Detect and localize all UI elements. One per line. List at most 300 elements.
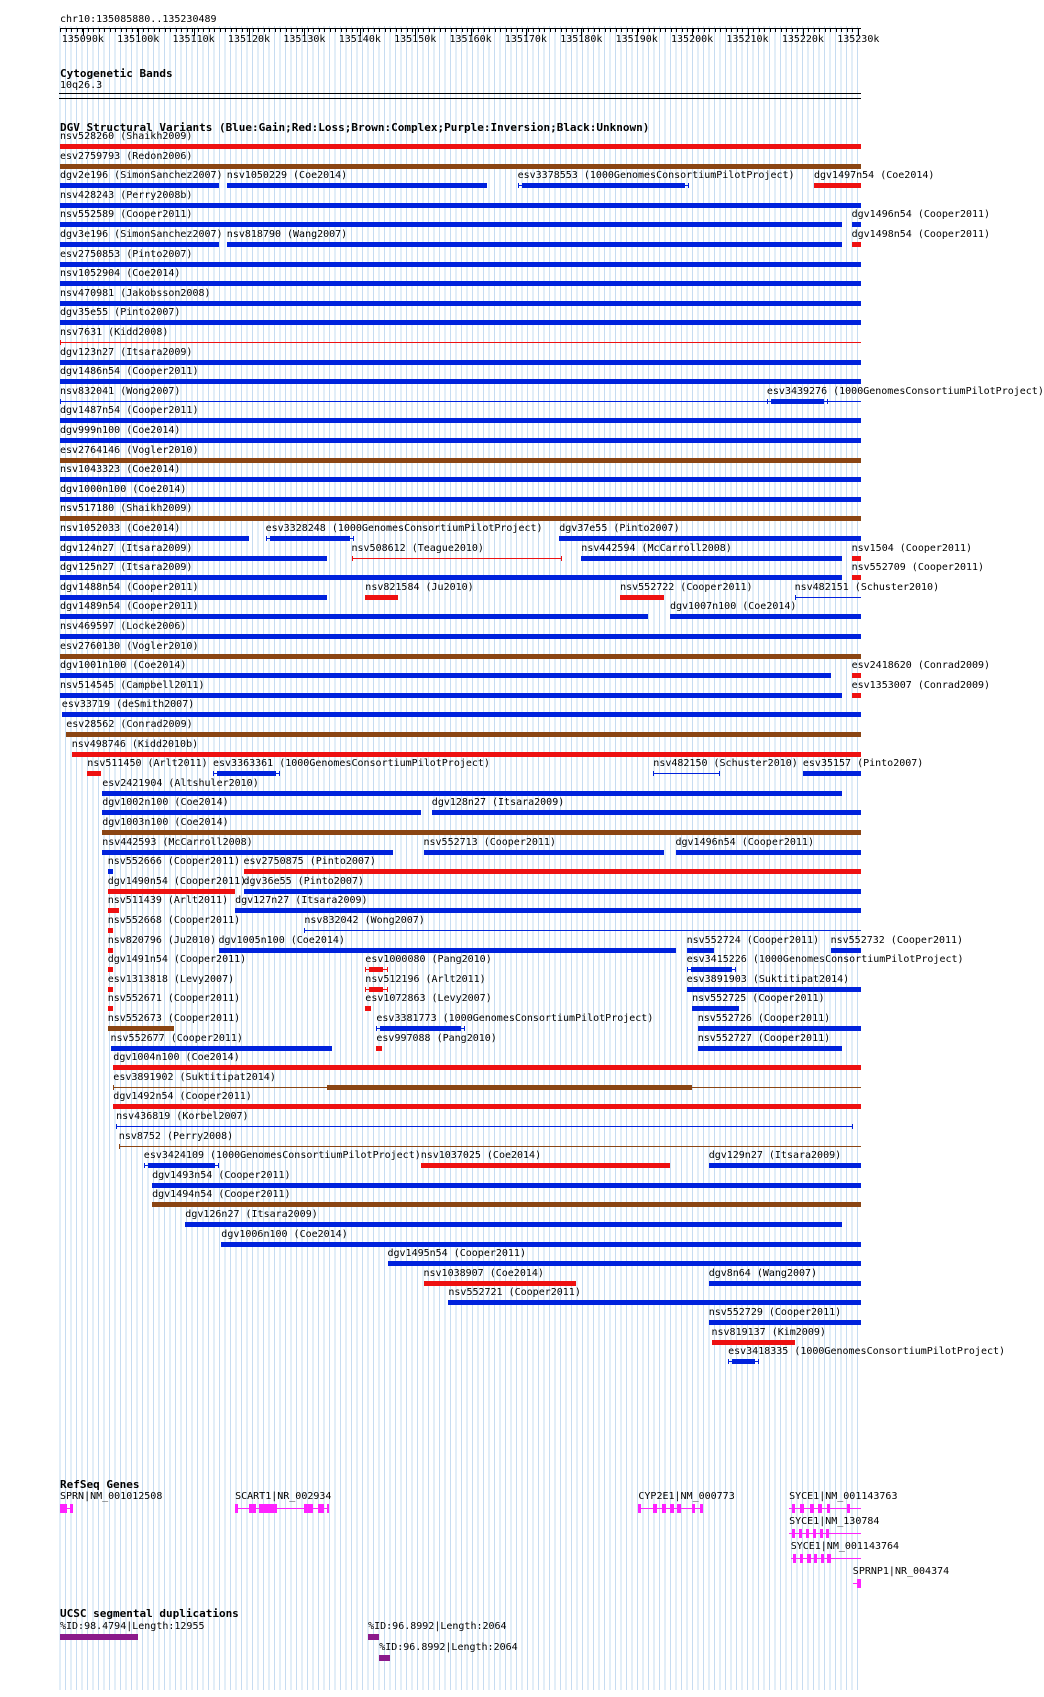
variant-label: esv2421904 (Altshuler2010) bbox=[102, 778, 259, 789]
structural-variant[interactable] bbox=[60, 379, 861, 384]
structural-variant[interactable] bbox=[60, 222, 842, 227]
structural-variant[interactable] bbox=[448, 1300, 861, 1305]
variant-label: nsv552725 (Cooper2011) bbox=[692, 993, 825, 1004]
gene-exon bbox=[304, 1504, 312, 1513]
variant-end-tick bbox=[218, 1163, 219, 1168]
structural-variant[interactable] bbox=[102, 791, 842, 796]
structural-variant[interactable] bbox=[852, 242, 861, 247]
segdup-label: %ID:96.8992|Length:2064 bbox=[368, 1621, 507, 1632]
structural-variant[interactable] bbox=[60, 614, 648, 619]
variant-label: dgv1495n54 (Cooper2011) bbox=[387, 1248, 526, 1259]
structural-variant[interactable] bbox=[852, 575, 861, 580]
structural-variant[interactable] bbox=[60, 401, 861, 402]
variant-label: esv3415226 (1000GenomesConsortiumPilotProject) bbox=[686, 954, 964, 965]
variant-end-tick bbox=[653, 771, 654, 776]
variant-label: esv3418335 (1000GenomesConsortiumPilotProject) bbox=[728, 1346, 1006, 1357]
variant-label: dgv37e55 (Pinto2007) bbox=[559, 523, 680, 534]
gene-exon bbox=[792, 1504, 795, 1513]
gene-label: SPRNP1|NR_004374 bbox=[852, 1566, 950, 1577]
structural-variant[interactable] bbox=[831, 948, 861, 953]
variant-label: dgv2e196 (SimonSanchez2007) bbox=[60, 170, 223, 181]
variant-label: dgv1003n100 (Coe2014) bbox=[102, 817, 229, 828]
structural-variant[interactable] bbox=[687, 948, 715, 953]
structural-variant[interactable] bbox=[60, 595, 327, 600]
variant-label: nsv528260 (Shaikh2009) bbox=[60, 131, 193, 142]
structural-variant[interactable] bbox=[108, 908, 119, 913]
variant-end-tick bbox=[735, 967, 736, 972]
variant-end-tick bbox=[119, 1144, 120, 1149]
variant-label: dgv1005n100 (Coe2014) bbox=[218, 935, 345, 946]
gene-label: SYCE1|NM_001143763 bbox=[789, 1491, 898, 1502]
variant-label: esv2764146 (Vogler2010) bbox=[60, 445, 199, 456]
cytoband-label: 10q26.3 bbox=[60, 80, 103, 91]
gene-exon bbox=[249, 1504, 256, 1513]
ruler-tick-label: 135190k bbox=[615, 34, 658, 45]
structural-variant[interactable] bbox=[119, 1146, 861, 1147]
variant-label: dgv1496n54 (Cooper2011) bbox=[851, 209, 991, 220]
structural-variant[interactable] bbox=[60, 301, 861, 306]
variant-label: nsv442593 (McCarroll2008) bbox=[102, 837, 253, 848]
variant-label: esv2418620 (Conrad2009) bbox=[851, 660, 991, 671]
gene-exon bbox=[318, 1504, 324, 1513]
variant-end-tick bbox=[144, 1163, 145, 1168]
structural-variant[interactable] bbox=[60, 497, 861, 502]
variant-label: esv3381773 (1000GenomesConsortiumPilotProject) bbox=[376, 1013, 654, 1024]
variant-label: nsv552709 (Cooper2011) bbox=[851, 562, 985, 573]
structural-variant[interactable] bbox=[60, 262, 861, 267]
variant-label: dgv36e55 (Pinto2007) bbox=[243, 876, 364, 887]
variant-label: nsv552724 (Cooper2011) bbox=[686, 935, 820, 946]
variant-label: dgv1004n100 (Coe2014) bbox=[113, 1052, 240, 1063]
ruler-tick-label: 135110k bbox=[172, 34, 215, 45]
variant-label: nsv552589 (Cooper2011) bbox=[60, 209, 193, 220]
variant-label: esv1313818 (Levy2007) bbox=[107, 974, 235, 985]
variant-label: nsv8752 (Perry2008) bbox=[118, 1131, 234, 1142]
structural-variant[interactable] bbox=[698, 1026, 861, 1031]
structural-variant[interactable] bbox=[235, 908, 861, 913]
variant-end-tick bbox=[758, 1359, 759, 1364]
variant-end-tick bbox=[116, 1124, 117, 1129]
ruler-tick-label: 135100k bbox=[117, 34, 160, 45]
structural-variant[interactable] bbox=[60, 203, 861, 208]
gene-exon bbox=[677, 1504, 681, 1513]
structural-variant[interactable] bbox=[352, 558, 563, 559]
variant-label: dgv1493n54 (Cooper2011) bbox=[152, 1170, 291, 1181]
variant-label: esv3328248 (1000GenomesConsortiumPilotProject) bbox=[265, 523, 543, 534]
structural-variant[interactable] bbox=[60, 654, 861, 659]
gene-label: SCART1|NR_002934 bbox=[235, 1491, 332, 1502]
variant-end-tick bbox=[688, 183, 689, 188]
structural-variant[interactable] bbox=[376, 1046, 382, 1051]
variant-end-tick bbox=[728, 1359, 729, 1364]
variant-label: nsv1050229 (Coe2014) bbox=[226, 170, 348, 181]
structural-variant[interactable] bbox=[108, 967, 114, 972]
variant-label: nsv1043323 (Coe2014) bbox=[60, 464, 181, 475]
variant-label: dgv999n100 (Coe2014) bbox=[60, 425, 181, 436]
variant-label: esv33719 (deSmith2007) bbox=[61, 699, 195, 710]
structural-variant[interactable] bbox=[60, 320, 861, 325]
variant-label: nsv1038907 (Coe2014) bbox=[423, 1268, 544, 1279]
structural-variant[interactable] bbox=[108, 987, 114, 992]
structural-variant[interactable] bbox=[852, 673, 861, 678]
variant-block bbox=[522, 183, 686, 188]
variant-end-tick bbox=[387, 967, 388, 972]
variant-label: nsv832042 (Wong2007) bbox=[304, 915, 425, 926]
variant-label: nsv428243 (Perry2008b) bbox=[60, 190, 193, 201]
gene-exon bbox=[807, 1554, 810, 1563]
structural-variant[interactable] bbox=[620, 595, 664, 600]
structural-variant[interactable] bbox=[219, 948, 676, 953]
gene-exon bbox=[692, 1504, 695, 1513]
structural-variant[interactable] bbox=[60, 477, 861, 482]
structural-variant[interactable] bbox=[670, 614, 861, 619]
gene-exon bbox=[327, 1504, 330, 1513]
variant-label: nsv517180 (Shaikh2009) bbox=[60, 503, 193, 514]
ruler-tick-label: 135200k bbox=[671, 34, 714, 45]
variant-block bbox=[380, 1026, 461, 1031]
gene-exon bbox=[60, 1504, 67, 1513]
variant-end-tick bbox=[60, 340, 61, 345]
segmental-duplication[interactable] bbox=[60, 1634, 138, 1640]
structural-variant[interactable] bbox=[60, 183, 219, 188]
segdup-label: %ID:96.8992|Length:2064 bbox=[379, 1642, 518, 1653]
structural-variant[interactable] bbox=[60, 342, 861, 343]
track-title-dgv: DGV Structural Variants (Blue:Gain;Red:Loss;Brown:Complex;Purple:Inversion;Black:Unknown) bbox=[60, 121, 650, 134]
variant-end-tick bbox=[518, 183, 519, 188]
structural-variant[interactable] bbox=[365, 595, 398, 600]
variant-label: nsv552732 (Cooper2011) bbox=[830, 935, 964, 946]
variant-label: esv3378553 (1000GenomesConsortiumPilotProject) bbox=[517, 170, 795, 181]
variant-end-tick bbox=[561, 556, 562, 561]
structural-variant[interactable] bbox=[244, 869, 862, 874]
variant-label: esv3439276 (1000GenomesConsortiumPilotProject) bbox=[766, 386, 1044, 397]
segmental-duplication[interactable] bbox=[379, 1655, 390, 1661]
structural-variant[interactable] bbox=[111, 1046, 333, 1051]
variant-label: dgv1490n54 (Cooper2011) bbox=[107, 876, 247, 887]
structural-variant[interactable] bbox=[709, 1320, 861, 1325]
structural-variant[interactable] bbox=[852, 693, 861, 698]
gene-exon bbox=[793, 1554, 796, 1563]
variant-label: nsv482151 (Schuster2010) bbox=[794, 582, 940, 593]
variant-label: dgv3e196 (SimonSanchez2007) bbox=[60, 229, 223, 240]
variant-label: nsv552668 (Cooper2011) bbox=[107, 915, 241, 926]
variant-block bbox=[771, 399, 824, 404]
variant-label: nsv511450 (Arlt2011) bbox=[87, 758, 208, 769]
variant-label: dgv1002n100 (Coe2014) bbox=[102, 797, 229, 808]
variant-end-tick bbox=[387, 987, 388, 992]
gene-exon bbox=[810, 1504, 814, 1513]
variant-label: nsv1504 (Cooper2011) bbox=[851, 543, 973, 554]
variant-label: dgv1006n100 (Coe2014) bbox=[221, 1229, 348, 1240]
structural-variant[interactable] bbox=[432, 810, 861, 815]
ruler-tick-label: 135150k bbox=[394, 34, 437, 45]
track-title-refseq-genes: RefSeq Genes bbox=[60, 1478, 140, 1491]
structural-variant[interactable] bbox=[60, 575, 842, 580]
variant-label: dgv1486n54 (Cooper2011) bbox=[60, 366, 199, 377]
variant-label: nsv514545 (Campbell2011) bbox=[60, 680, 205, 691]
track-title-cytogenetic-bands: Cytogenetic Bands bbox=[60, 67, 173, 80]
structural-variant[interactable] bbox=[709, 1281, 861, 1286]
variant-end-tick bbox=[719, 771, 720, 776]
structural-variant[interactable] bbox=[60, 458, 861, 463]
gene-label: SYCE1|NM_130784 bbox=[789, 1516, 880, 1527]
variant-label: dgv1487n54 (Cooper2011) bbox=[60, 405, 199, 416]
variant-block bbox=[270, 536, 351, 541]
ruler-tick-label: 135230k bbox=[837, 34, 880, 45]
structural-variant[interactable] bbox=[72, 752, 861, 757]
structural-variant[interactable] bbox=[698, 1046, 842, 1051]
structural-variant[interactable] bbox=[108, 889, 235, 894]
variant-label: nsv820796 (Ju2010) bbox=[107, 935, 217, 946]
variant-label: esv1000080 (Pang2010) bbox=[365, 954, 492, 965]
gene-exon bbox=[818, 1504, 822, 1513]
gene-exon bbox=[857, 1579, 861, 1588]
ruler-tick-label: 135160k bbox=[449, 34, 492, 45]
variant-label: dgv123n27 (Itsara2009) bbox=[60, 347, 193, 358]
gene-exon bbox=[826, 1529, 829, 1538]
gene-exon bbox=[799, 1529, 802, 1538]
gene-exon bbox=[235, 1504, 238, 1513]
variant-label: nsv552721 (Cooper2011) bbox=[448, 1287, 581, 1298]
variant-end-tick bbox=[213, 771, 214, 776]
variant-label: nsv1037025 (Coe2014) bbox=[420, 1150, 542, 1161]
structural-variant[interactable] bbox=[581, 556, 841, 561]
ruler-tick-label: 135170k bbox=[504, 34, 547, 45]
variant-end-tick bbox=[376, 1026, 377, 1031]
structural-variant[interactable] bbox=[60, 438, 861, 443]
structural-variant[interactable] bbox=[424, 850, 665, 855]
variant-block bbox=[369, 987, 383, 992]
structural-variant[interactable] bbox=[221, 1242, 861, 1247]
variant-end-tick bbox=[827, 399, 828, 404]
variant-label: dgv1488n54 (Cooper2011) bbox=[60, 582, 199, 593]
structural-variant[interactable] bbox=[62, 712, 861, 717]
variant-label: nsv552677 (Cooper2011) bbox=[110, 1033, 243, 1044]
variant-label: dgv128n27 (Itsara2009) bbox=[431, 797, 565, 808]
variant-label: esv35157 (Pinto2007) bbox=[802, 758, 924, 769]
ruler-tick-label: 135180k bbox=[560, 34, 603, 45]
gene-exon bbox=[806, 1529, 809, 1538]
structural-variant[interactable] bbox=[852, 556, 861, 561]
structural-variant[interactable] bbox=[227, 242, 842, 247]
variant-end-tick bbox=[852, 1124, 853, 1129]
variant-label: esv2760130 (Vogler2010) bbox=[60, 641, 199, 652]
variant-label: nsv832041 (Wong2007) bbox=[60, 386, 181, 397]
variant-label: nsv508612 (Teague2010) bbox=[351, 543, 484, 554]
variant-label: dgv126n27 (Itsara2009) bbox=[185, 1209, 318, 1220]
variant-block bbox=[732, 1359, 755, 1364]
structural-variant[interactable] bbox=[108, 948, 114, 953]
variant-label: dgv1001n100 (Coe2014) bbox=[60, 660, 187, 671]
variant-label: esv1072863 (Levy2007) bbox=[365, 993, 492, 1004]
structural-variant[interactable] bbox=[152, 1183, 861, 1188]
variant-label: dgv1496n54 (Cooper2011) bbox=[675, 837, 814, 848]
structural-variant[interactable] bbox=[852, 222, 861, 227]
structural-variant[interactable] bbox=[424, 1281, 576, 1286]
structural-variant[interactable] bbox=[60, 673, 831, 678]
variant-label: dgv1492n54 (Cooper2011) bbox=[113, 1091, 252, 1102]
variant-label: esv2759793 (Redon2006) bbox=[60, 151, 193, 162]
gene-exon bbox=[700, 1504, 703, 1513]
variant-label: nsv552671 (Cooper2011) bbox=[107, 993, 241, 1004]
variant-label: esv2750875 (Pinto2007) bbox=[243, 856, 376, 867]
structural-variant[interactable] bbox=[692, 1006, 739, 1011]
variant-end-tick bbox=[365, 987, 366, 992]
ruler-tick-label: 135140k bbox=[338, 34, 381, 45]
variant-end-tick bbox=[352, 556, 353, 561]
structural-variant[interactable] bbox=[66, 732, 861, 737]
variant-label: dgv125n27 (Itsara2009) bbox=[60, 562, 193, 573]
gene-exon bbox=[813, 1529, 816, 1538]
structural-variant[interactable] bbox=[814, 183, 861, 188]
structural-variant[interactable] bbox=[60, 693, 842, 698]
variant-label: nsv818790 (Wang2007) bbox=[226, 229, 348, 240]
gene-exon bbox=[662, 1504, 666, 1513]
structural-variant[interactable] bbox=[60, 360, 861, 365]
gene-exon bbox=[792, 1529, 795, 1538]
segdup-label: %ID:98.4794|Length:12955 bbox=[60, 1621, 205, 1632]
variant-end-tick bbox=[304, 928, 305, 933]
variant-block bbox=[691, 967, 733, 972]
variant-label: dgv1491n54 (Cooper2011) bbox=[107, 954, 247, 965]
variant-block bbox=[148, 1163, 215, 1168]
structural-variant[interactable] bbox=[108, 1006, 114, 1011]
variant-label: nsv552729 (Cooper2011) bbox=[708, 1307, 842, 1318]
structural-variant[interactable] bbox=[795, 597, 861, 598]
variant-label: nsv819137 (Kim2009) bbox=[711, 1327, 826, 1338]
gene-exon bbox=[821, 1554, 824, 1563]
gene-exon bbox=[800, 1554, 803, 1563]
variant-block bbox=[327, 1085, 693, 1090]
variant-end-tick bbox=[60, 399, 61, 404]
structural-variant[interactable] bbox=[803, 771, 861, 776]
structural-variant[interactable] bbox=[60, 242, 219, 247]
variant-label: esv3891902 (Suktitipat2014) bbox=[113, 1072, 276, 1083]
variant-label: esv3424109 (1000GenomesConsortiumPilotProject) bbox=[143, 1150, 421, 1161]
variant-label: nsv552722 (Cooper2011) bbox=[620, 582, 753, 593]
gene-exon bbox=[670, 1504, 674, 1513]
structural-variant[interactable] bbox=[709, 1163, 861, 1168]
structural-variant[interactable] bbox=[87, 771, 101, 776]
structural-variant[interactable] bbox=[388, 1261, 862, 1266]
variant-label: nsv482150 (Schuster2010) bbox=[653, 758, 798, 769]
structural-variant[interactable] bbox=[60, 556, 327, 561]
variant-label: esv997088 (Pang2010) bbox=[376, 1033, 497, 1044]
structural-variant[interactable] bbox=[365, 1006, 371, 1011]
structural-variant[interactable] bbox=[113, 1065, 861, 1070]
variant-end-tick bbox=[113, 1085, 114, 1090]
ruler-tick-label: 135120k bbox=[227, 34, 271, 45]
structural-variant[interactable] bbox=[304, 930, 861, 931]
structural-variant[interactable] bbox=[60, 634, 861, 639]
structural-variant[interactable] bbox=[244, 889, 862, 894]
gene-exon bbox=[827, 1554, 830, 1563]
structural-variant[interactable] bbox=[60, 281, 861, 286]
variant-label: nsv511439 (Arlt2011) bbox=[107, 895, 229, 906]
variant-label: nsv498746 (Kidd2010b) bbox=[71, 739, 199, 750]
variant-label: dgv1489n54 (Cooper2011) bbox=[60, 601, 199, 612]
variant-label: nsv552726 (Cooper2011) bbox=[697, 1013, 831, 1024]
variant-label: dgv1494n54 (Cooper2011) bbox=[152, 1189, 291, 1200]
structural-variant[interactable] bbox=[116, 1126, 853, 1127]
structural-variant[interactable] bbox=[60, 536, 249, 541]
structural-variant[interactable] bbox=[60, 144, 861, 149]
variant-label: dgv124n27 (Itsara2009) bbox=[60, 543, 193, 554]
structural-variant[interactable] bbox=[102, 830, 861, 835]
variant-label: nsv552727 (Cooper2011) bbox=[697, 1033, 831, 1044]
variant-label: esv2750853 (Pinto2007) bbox=[60, 249, 193, 260]
variant-label: esv28562 (Conrad2009) bbox=[66, 719, 193, 730]
variant-label: nsv1052904 (Coe2014) bbox=[60, 268, 181, 279]
structural-variant[interactable] bbox=[559, 536, 861, 541]
variant-label: esv3363361 (1000GenomesConsortiumPilotProject) bbox=[213, 758, 490, 769]
structural-variant[interactable] bbox=[102, 850, 393, 855]
variant-label: nsv552713 (Cooper2011) bbox=[423, 837, 556, 848]
structural-variant[interactable] bbox=[676, 850, 862, 855]
gene-label: CYP2E1|NM_000773 bbox=[638, 1491, 735, 1502]
gene-exon bbox=[800, 1504, 804, 1513]
structural-variant[interactable] bbox=[421, 1163, 670, 1168]
variant-end-tick bbox=[266, 536, 267, 541]
variant-end-tick bbox=[365, 967, 366, 972]
gene-exon bbox=[814, 1554, 817, 1563]
gene-exon bbox=[847, 1504, 850, 1513]
gene-exon bbox=[820, 1529, 823, 1538]
structural-variant[interactable] bbox=[60, 418, 861, 423]
variant-label: esv1353007 (Conrad2009) bbox=[851, 680, 991, 691]
variant-label: nsv470981 (Jakobsson2008) bbox=[60, 288, 211, 299]
ruler-tick-label: 135210k bbox=[726, 34, 769, 45]
variant-label: nsv1052033 (Coe2014) bbox=[60, 523, 181, 534]
structural-variant[interactable] bbox=[653, 773, 720, 774]
position-label: chr10:135085880..135230489 bbox=[60, 14, 217, 25]
gene-exon bbox=[638, 1504, 641, 1513]
variant-label: nsv552666 (Cooper2011) bbox=[107, 856, 241, 867]
segmental-duplication[interactable] bbox=[368, 1634, 379, 1640]
gene-label: SYCE1|NM_001143764 bbox=[790, 1541, 900, 1552]
track-title-segmental-duplications: UCSC segmental duplications bbox=[60, 1607, 239, 1620]
variant-end-tick bbox=[353, 536, 354, 541]
ruler-tick-label: 135130k bbox=[283, 34, 326, 45]
gene-exon bbox=[653, 1504, 656, 1513]
variant-block bbox=[217, 771, 276, 776]
variant-end-tick bbox=[767, 399, 768, 404]
variant-label: nsv469597 (Locke2006) bbox=[60, 621, 187, 632]
variant-end-tick bbox=[687, 967, 688, 972]
structural-variant[interactable] bbox=[113, 1104, 861, 1109]
variant-end-tick bbox=[279, 771, 280, 776]
structural-variant[interactable] bbox=[227, 183, 487, 188]
variant-label: nsv821584 (Ju2010) bbox=[365, 582, 474, 593]
variant-label: esv3891903 (Suktitipat2014) bbox=[686, 974, 850, 985]
structural-variant[interactable] bbox=[108, 1026, 175, 1031]
structural-variant[interactable] bbox=[60, 164, 861, 169]
structural-variant[interactable] bbox=[152, 1202, 861, 1207]
variant-label: nsv7631 (Kidd2008) bbox=[60, 327, 169, 338]
structural-variant[interactable] bbox=[687, 987, 861, 992]
structural-variant[interactable] bbox=[712, 1340, 795, 1345]
structural-variant[interactable] bbox=[60, 516, 861, 521]
variant-label: nsv512196 (Arlt2011) bbox=[365, 974, 486, 985]
structural-variant[interactable] bbox=[108, 869, 114, 874]
structural-variant[interactable] bbox=[185, 1222, 841, 1227]
variant-label: nsv552673 (Cooper2011) bbox=[107, 1013, 241, 1024]
variant-label: dgv127n27 (Itsara2009) bbox=[235, 895, 368, 906]
variant-label: dgv35e55 (Pinto2007) bbox=[60, 307, 181, 318]
structural-variant[interactable] bbox=[102, 810, 421, 815]
structural-variant[interactable] bbox=[108, 928, 114, 933]
variant-label: nsv436819 (Korbel2007) bbox=[116, 1111, 249, 1122]
